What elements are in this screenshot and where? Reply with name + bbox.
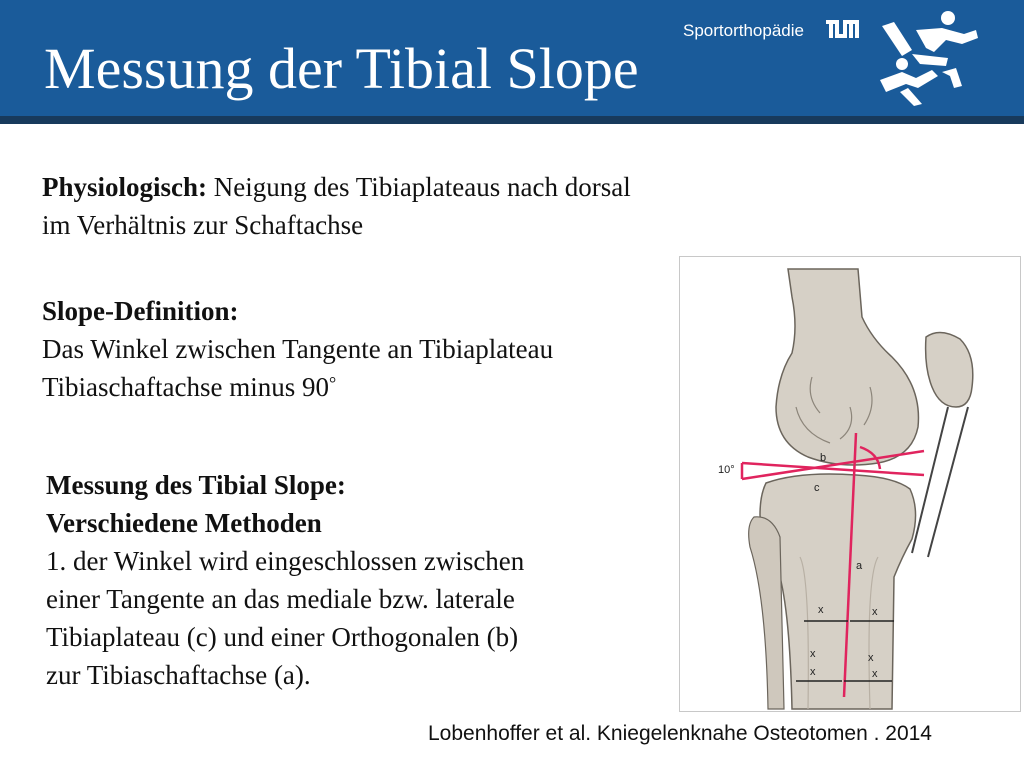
fibula-shape [749, 517, 784, 709]
label-a: a [856, 560, 863, 572]
patella-shape [926, 332, 973, 407]
messung-label-line2: Verschiedene Methoden [46, 508, 322, 538]
slide-title: Messung der Tibial Slope [44, 36, 639, 101]
label-b: b [820, 452, 827, 464]
label-x-1: x [818, 604, 824, 616]
slope-definition-text-line2: Tibiaschaftachse minus 90 [42, 372, 329, 402]
degree-symbol: ° [328, 373, 337, 393]
label-c: c [814, 482, 820, 494]
knee-illustration [680, 257, 1021, 712]
slope-definition-section [42, 292, 553, 406]
patellar-tendon [912, 407, 968, 557]
tum-logo-icon [826, 18, 860, 40]
messung-section [46, 466, 524, 694]
messung-text-line1: 1. der Winkel wird eingeschlossen zwischen [46, 546, 525, 576]
physiologisch-label: Physiologisch: [42, 172, 208, 202]
label-x-5: x [810, 666, 816, 678]
angle-label: 10° [718, 464, 735, 476]
slope-definition-label: Slope-Definition: [42, 296, 239, 326]
label-x-4: x [868, 652, 874, 664]
label-x-6: x [872, 668, 878, 680]
label-x-2: x [872, 606, 878, 618]
physiologisch-section [42, 168, 631, 244]
physiologisch-text-line1: Neigung des Tibiaplateaus nach dorsal [207, 172, 631, 202]
messung-text-line4: zur Tibiaschaftachse (a). [46, 660, 311, 690]
brand-text: Sportorthopädie [683, 21, 804, 40]
knee-xray-figure [679, 256, 1021, 712]
messung-text-line2: einer Tangente an das mediale bzw. laterale [46, 584, 515, 614]
messung-text-line3: Tibiaplateau (c) und einer Orthogonalen (b) [46, 622, 519, 652]
label-x-3: x [810, 648, 816, 660]
slope-definition-text-line1: Das Winkel zwischen Tangente an Tibiaplateau [42, 334, 554, 364]
femur-shape [776, 269, 918, 465]
citation: Lobenhoffer et al. Kniegelenknahe Osteotomen . 2014 [428, 722, 932, 745]
sport-figures-logo-icon [872, 8, 980, 108]
messung-label-line1: Messung des Tibial Slope: [46, 470, 346, 500]
physiologisch-text-line2: im Verhältnis zur Schaftachse [42, 210, 364, 240]
header-divider [0, 116, 1024, 124]
